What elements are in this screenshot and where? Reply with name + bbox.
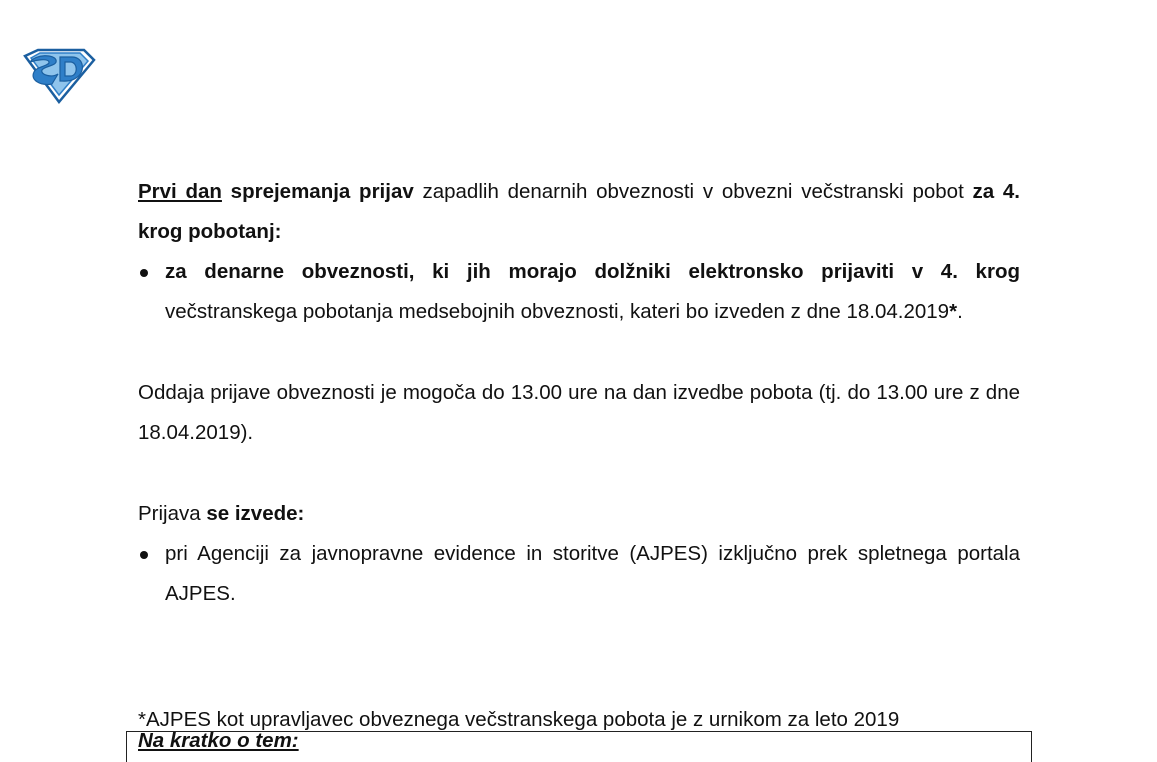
submission-text: Prijava bbox=[138, 502, 207, 525]
deadline-paragraph: Oddaja prijave obveznosti je mogoča do 13.00 ure na dan izvedbe pobota (tj. do 13.00 ure z dne 18.04.2019). bbox=[138, 381, 1020, 444]
bullet-item-1 bbox=[138, 252, 1020, 332]
document-body bbox=[138, 172, 1020, 614]
footnote: *AJPES kot upravljavec obveznega večstranskega pobota je z urnikom za leto 2019 bbox=[138, 708, 900, 731]
logo-icon bbox=[22, 48, 96, 104]
intro-paragraph bbox=[138, 172, 1020, 252]
bullet1-text: večstranskega pobotanja medsebojnih obveznosti, kateri bo izveden z dne 18.04.2019 bbox=[165, 300, 950, 323]
spacer bbox=[138, 453, 1020, 494]
intro-round: za 4. krog pobotanj: bbox=[138, 180, 1020, 243]
term-first-day: Prvi dan bbox=[138, 180, 222, 203]
spacer bbox=[138, 332, 1020, 373]
bullet1-bold: za denarne obveznosti, ki jih morajo dolžniki elektronsko prijaviti v 4. krog bbox=[165, 260, 1020, 283]
submission-heading bbox=[138, 494, 1020, 534]
sd-shield-logo bbox=[22, 48, 96, 104]
intro-text: zapadlih denarnih obveznosti v obvezni večstranski pobot bbox=[413, 180, 973, 203]
bullet1-end: . bbox=[957, 300, 963, 323]
bullet-icon bbox=[140, 551, 148, 559]
bullet-icon bbox=[140, 269, 148, 277]
bullet2-text: pri Agenciji za javnopravne evidence in storitve (AJPES) izključno prek spletnega portala AJPES. bbox=[165, 542, 1020, 605]
bullet1-asterisk: * bbox=[949, 300, 958, 323]
bullet-item-2 bbox=[138, 534, 1020, 614]
summary-box-heading: Na kratko o tem: bbox=[138, 729, 299, 752]
term-submission: sprejemanja prijav bbox=[230, 180, 414, 203]
submission-bold: se izvede: bbox=[206, 502, 305, 525]
